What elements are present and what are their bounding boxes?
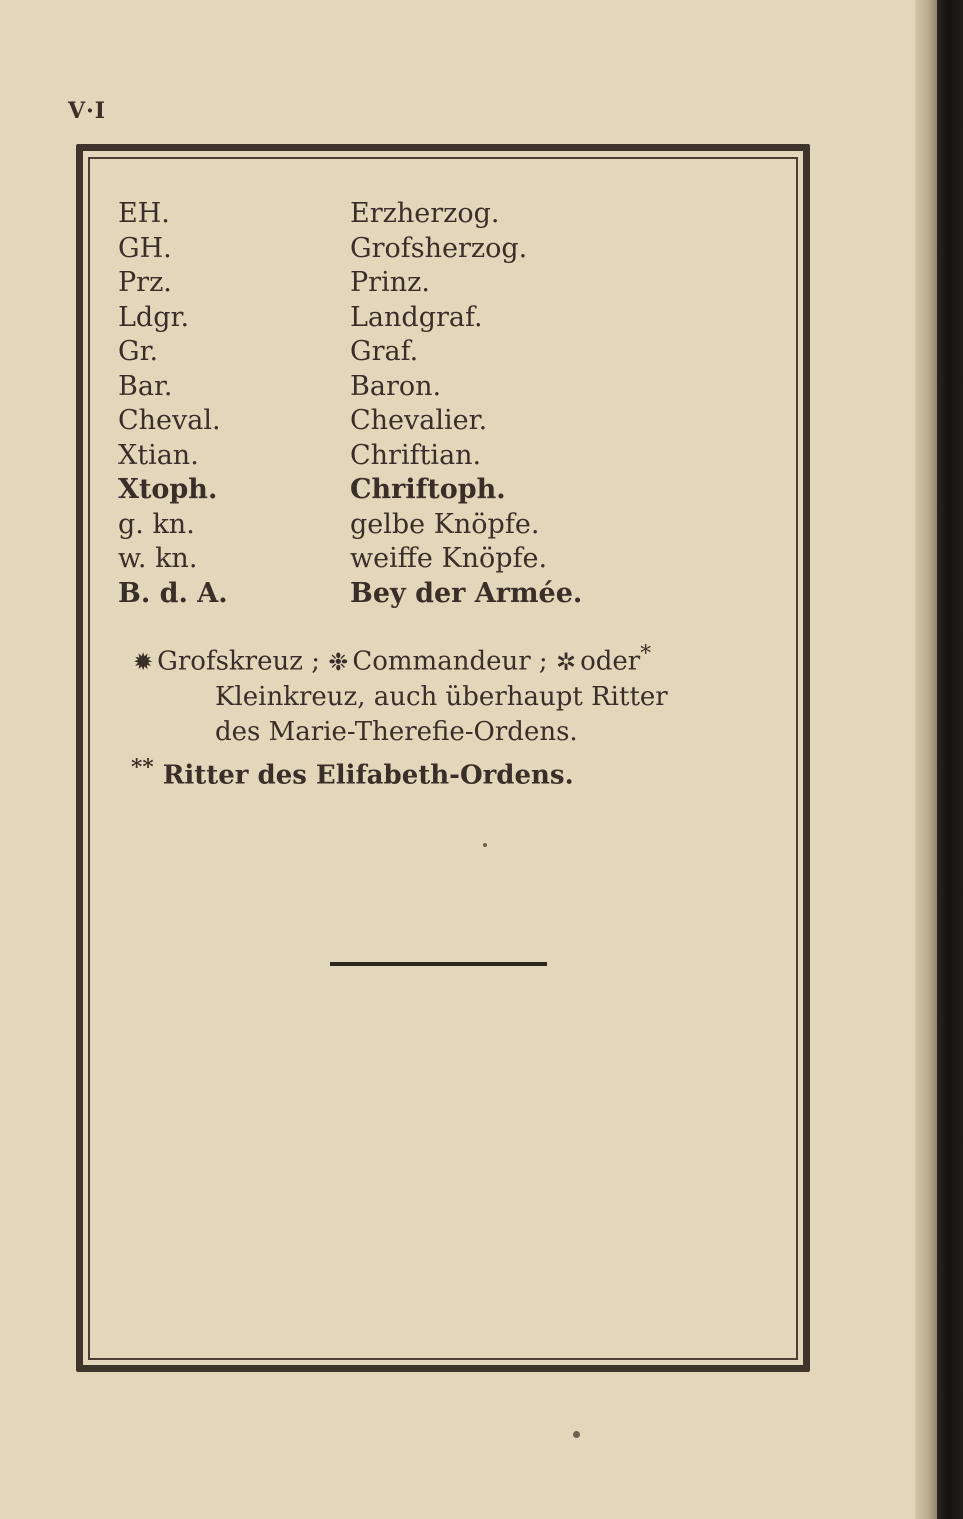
abbreviation-row <box>118 474 638 509</box>
abbreviation-meaning: Chevalier. <box>350 405 488 436</box>
abbreviation-meaning: Grofsherzog. <box>350 232 528 264</box>
abbreviation: Ldgr. <box>118 301 190 333</box>
abbreviation-row <box>118 198 638 233</box>
legend-label-elisabeth: Ritter des Elifabeth-Ordens. <box>162 760 574 791</box>
abbreviation-row <box>118 267 638 302</box>
abbreviation-row <box>118 405 638 440</box>
abbreviation-meaning: Graf. <box>350 336 419 367</box>
abbreviation-row <box>118 336 638 371</box>
abbreviation: Xtoph. <box>118 474 218 505</box>
abbreviation-meaning: Bey der Armée. <box>350 577 583 609</box>
abbreviation: GH. <box>118 232 172 264</box>
abbreviation: Xtian. <box>118 439 199 471</box>
order-symbols-legend <box>133 636 783 793</box>
abbreviation-list <box>118 198 638 612</box>
page-number: V·I <box>68 98 107 124</box>
abbreviation-meaning: Baron. <box>350 370 442 402</box>
abbreviation-row <box>118 233 638 268</box>
star-icon: * <box>640 641 652 666</box>
abbreviation-meaning: Prinz. <box>350 267 430 298</box>
abbreviation: Gr. <box>118 336 159 367</box>
abbreviation-meaning: Landgraf. <box>350 301 483 333</box>
abbreviation: EH. <box>118 198 170 229</box>
abbreviation-row <box>118 371 638 406</box>
legend-label-grand-cross: Grofskreuz ; <box>157 646 320 677</box>
abbreviation: B. d. A. <box>118 577 228 609</box>
abbreviation-meaning: gelbe Knöpfe. <box>350 508 540 540</box>
abbreviation-meaning: Erzherzog. <box>350 198 500 229</box>
paper-speck <box>573 1431 580 1438</box>
legend-line: Kleinkreuz, auch überhaupt Ritter <box>215 681 668 712</box>
abbreviation-row <box>118 440 638 475</box>
legend-line: des Marie-Therefie-Ordens. <box>215 716 578 747</box>
abbreviation-row <box>118 543 638 578</box>
horizontal-rule <box>330 962 547 966</box>
double-star-icon: ** <box>131 754 154 780</box>
book-binding <box>937 0 963 1519</box>
abbreviation: w. kn. <box>118 543 198 574</box>
legend-label-oder: oder <box>580 646 641 677</box>
paper-speck <box>483 843 487 847</box>
legend-line <box>131 750 783 794</box>
grand-cross-icon: ✹ <box>133 647 154 676</box>
abbreviation: Prz. <box>118 267 172 298</box>
abbreviation-row <box>118 302 638 337</box>
abbreviation: Cheval. <box>118 405 221 436</box>
abbreviation: Bar. <box>118 370 173 402</box>
abbreviation-meaning: weiffe Knöpfe. <box>350 543 548 574</box>
abbreviation-row <box>118 509 638 544</box>
commander-cross-icon: ❉ <box>328 647 349 676</box>
abbreviation-row <box>118 578 638 613</box>
legend-line <box>133 636 783 680</box>
abbreviation-meaning: Chriftoph. <box>350 474 506 505</box>
small-cross-icon: ✲ <box>555 647 577 676</box>
page-edge-shadow <box>915 0 937 1519</box>
abbreviation: g. kn. <box>118 508 195 540</box>
abbreviation-meaning: Chriftian. <box>350 439 482 471</box>
legend-label-commander: Commandeur ; <box>352 646 548 677</box>
